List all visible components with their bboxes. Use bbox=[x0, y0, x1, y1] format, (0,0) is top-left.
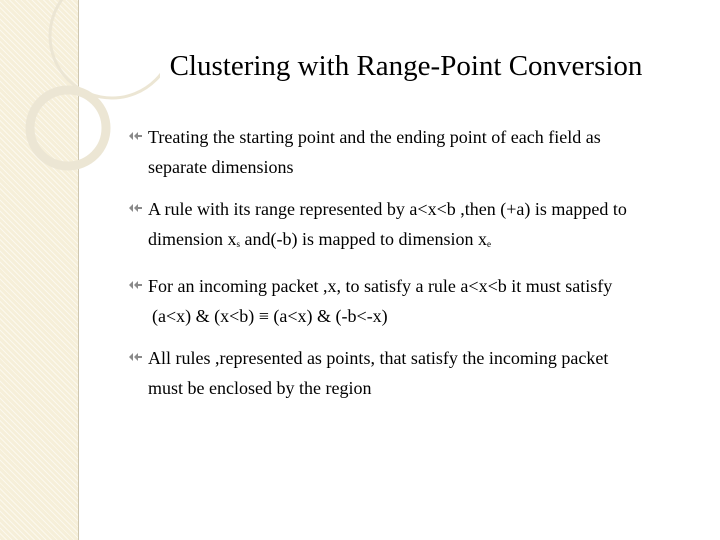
bullet-text-line: separate dimensions bbox=[148, 157, 294, 177]
bullet-item bbox=[128, 122, 703, 182]
bullet-text-line: Treating the starting point and the ending point of each field as bbox=[148, 127, 601, 147]
bullet-text-line: For an incoming packet ,x, to satisfy a rule a<x<b it must satisfy bbox=[148, 276, 613, 296]
bullet-text-line: must be enclosed by the region bbox=[148, 378, 372, 398]
text-segment: and(-b) is mapped to dimension x bbox=[240, 229, 487, 249]
bullet-text-line: All rules ,represented as points, that satisfy the incoming packet bbox=[148, 348, 609, 368]
bullet-item bbox=[128, 271, 703, 331]
bullet-text-line bbox=[148, 224, 703, 259]
decorative-ring-large bbox=[50, 0, 160, 98]
bullet-marker-icon bbox=[128, 279, 143, 291]
bullet-item bbox=[128, 194, 703, 259]
bullet-item bbox=[128, 343, 703, 403]
bullet-marker-icon bbox=[128, 351, 143, 363]
decorative-ring-small bbox=[30, 90, 106, 166]
bullet-text-line: A rule with its range represented by a<x<b ,then (+a) is mapped to bbox=[148, 199, 627, 219]
subscript-s: s bbox=[236, 239, 241, 249]
bullet-marker-icon bbox=[128, 202, 143, 214]
slide-title: Clustering with Range-Point Conversion bbox=[169, 50, 643, 82]
subscript-e: e bbox=[486, 239, 491, 249]
bullet-marker-icon bbox=[128, 130, 143, 142]
bullet-list bbox=[128, 122, 703, 415]
bullet-formula-line: (a<x) & (x<b) ≡ (a<x) & (-b<-x) bbox=[152, 306, 388, 326]
text-segment: dimension x bbox=[148, 229, 237, 249]
